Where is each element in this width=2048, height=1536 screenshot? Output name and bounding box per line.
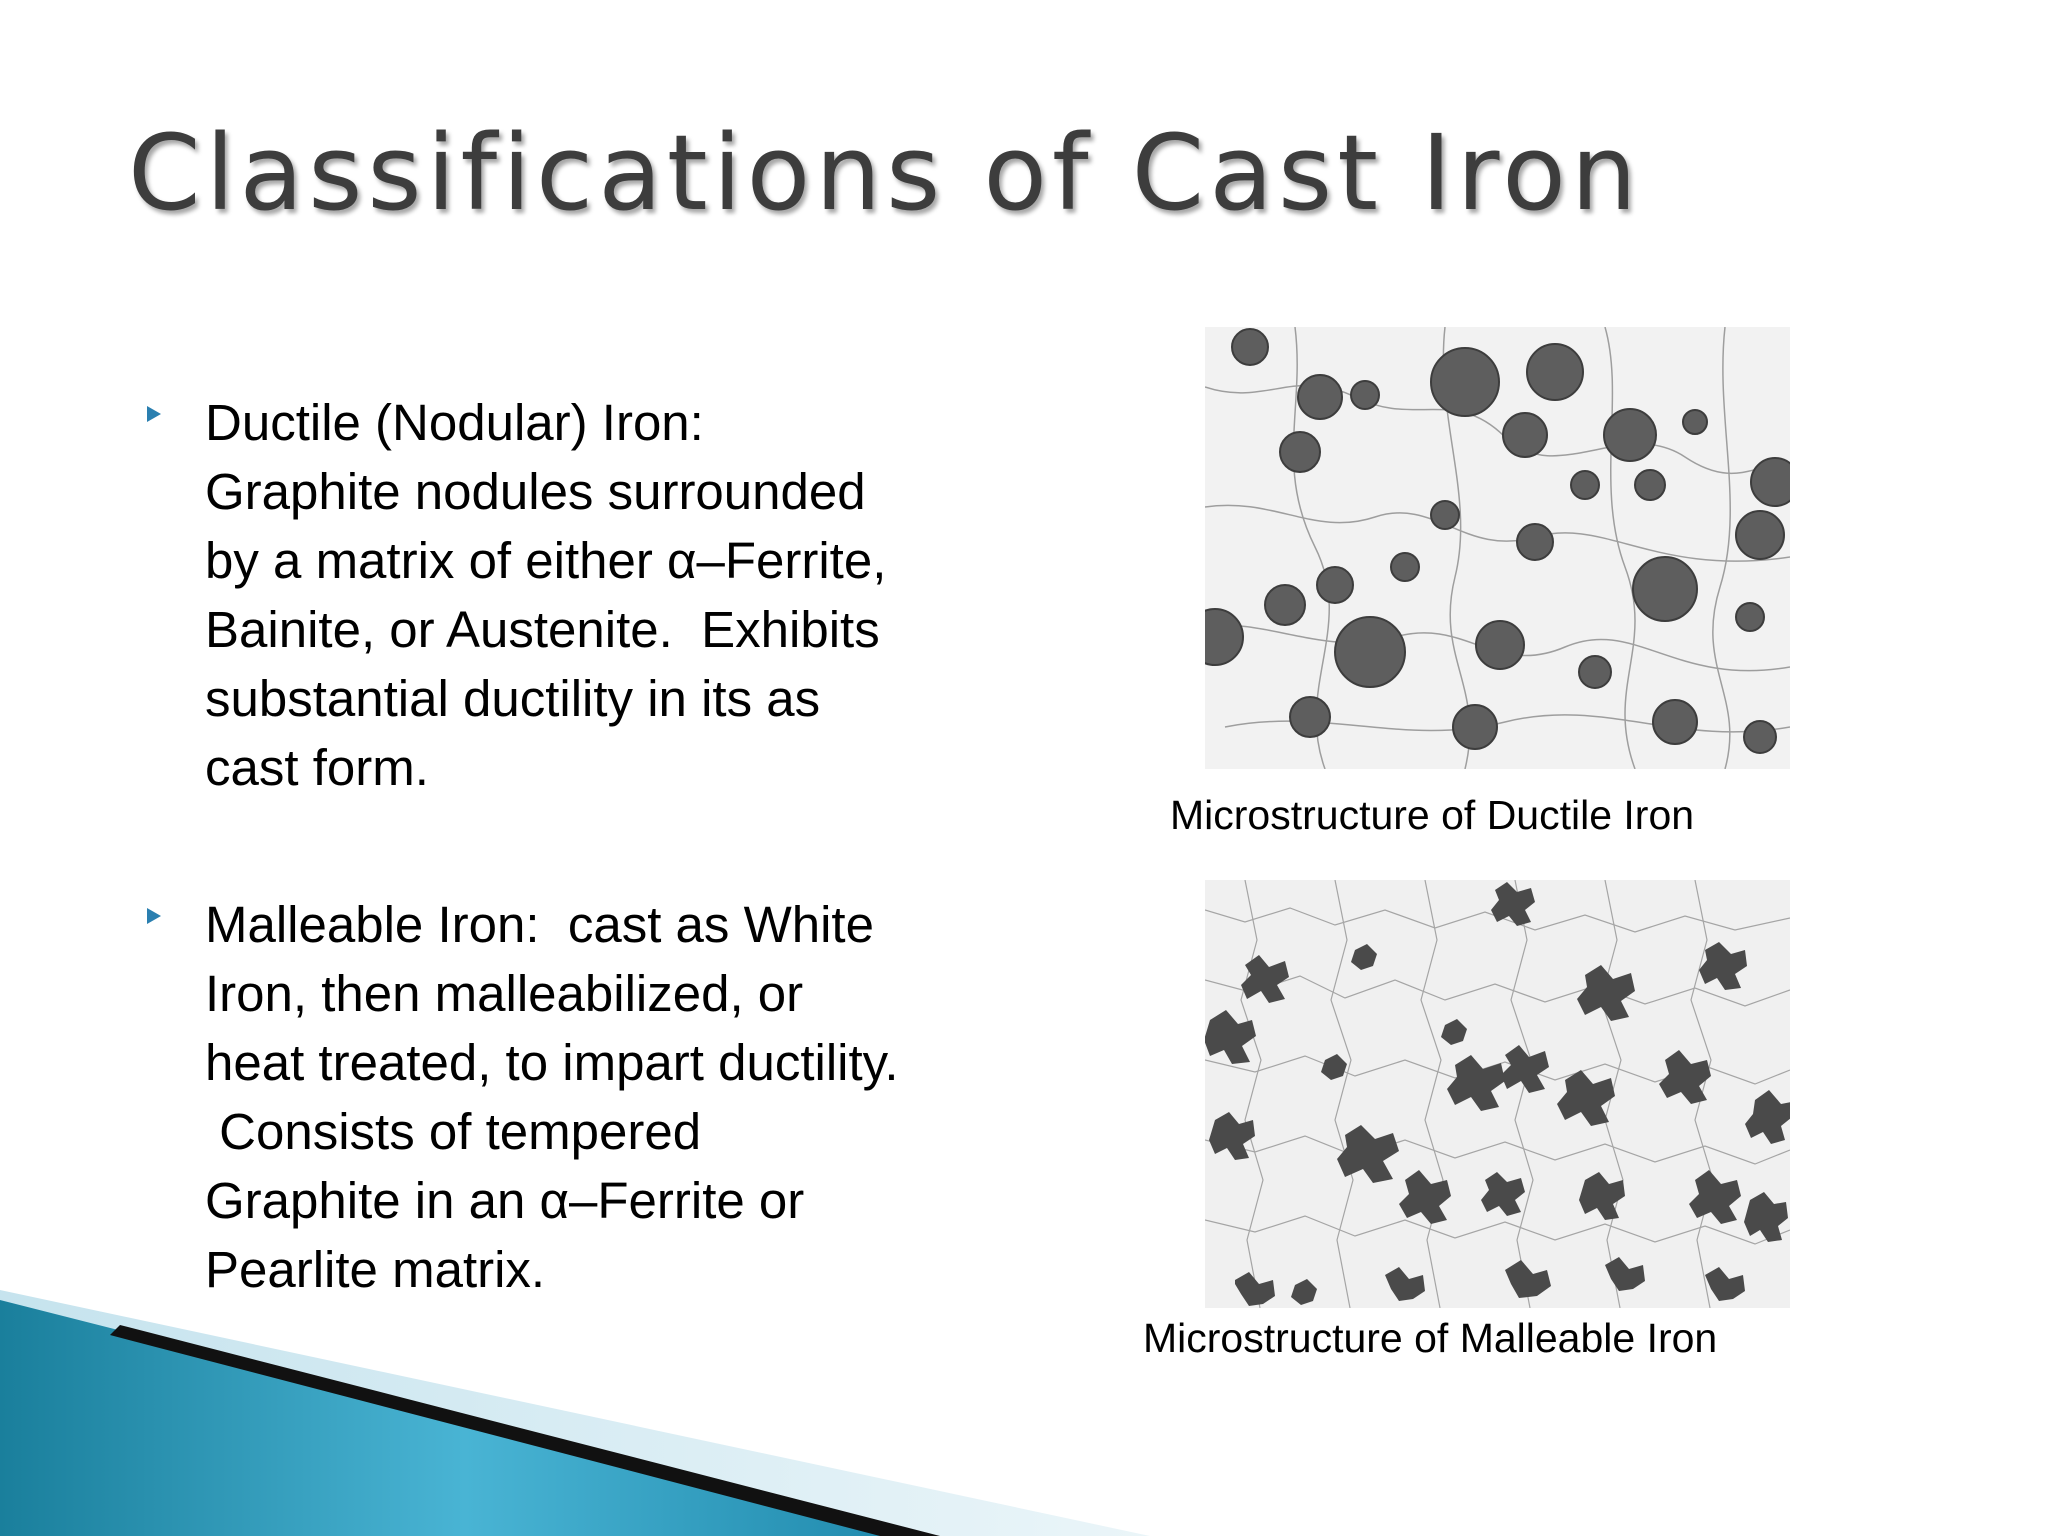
ductile-iron-micrograph [1205,327,1790,769]
slide-title: Classifications of Cast Iron [128,112,1642,234]
bullet-text-line: Consists of tempered [205,1103,702,1160]
bullet-text-line: by a matrix of either α–Ferrite, [205,532,887,589]
bullet-text-line: Graphite in an α–Ferrite or [205,1172,805,1229]
bullet-ductile-iron [205,388,1035,802]
bullet-text-line: Bainite, or Austenite. Exhibits [205,601,880,658]
bullet-text-line: cast form. [205,739,429,796]
bullet-text-line: heat treated, to impart ductility. [205,1034,899,1091]
bullet-marker-icon [147,908,161,924]
bullet-text-line: substantial ductility in its as [205,670,821,727]
bullet-text-line: Pearlite matrix. [205,1241,546,1298]
ductile-iron-caption: Microstructure of Ductile Iron [1170,792,1695,838]
bullet-text-line: Ductile (Nodular) Iron: [205,394,704,451]
bullet-malleable-iron [205,890,1035,1304]
bullet-text-line: Malleable Iron: cast as White [205,896,874,953]
bullet-marker-icon [147,406,161,422]
bullet-text-line: Graphite nodules surrounded [205,463,866,520]
malleable-iron-micrograph [1205,880,1790,1308]
bullet-text-line: Iron, then malleabilized, or [205,965,804,1022]
malleable-iron-caption: Microstructure of Malleable Iron [1143,1315,1718,1361]
